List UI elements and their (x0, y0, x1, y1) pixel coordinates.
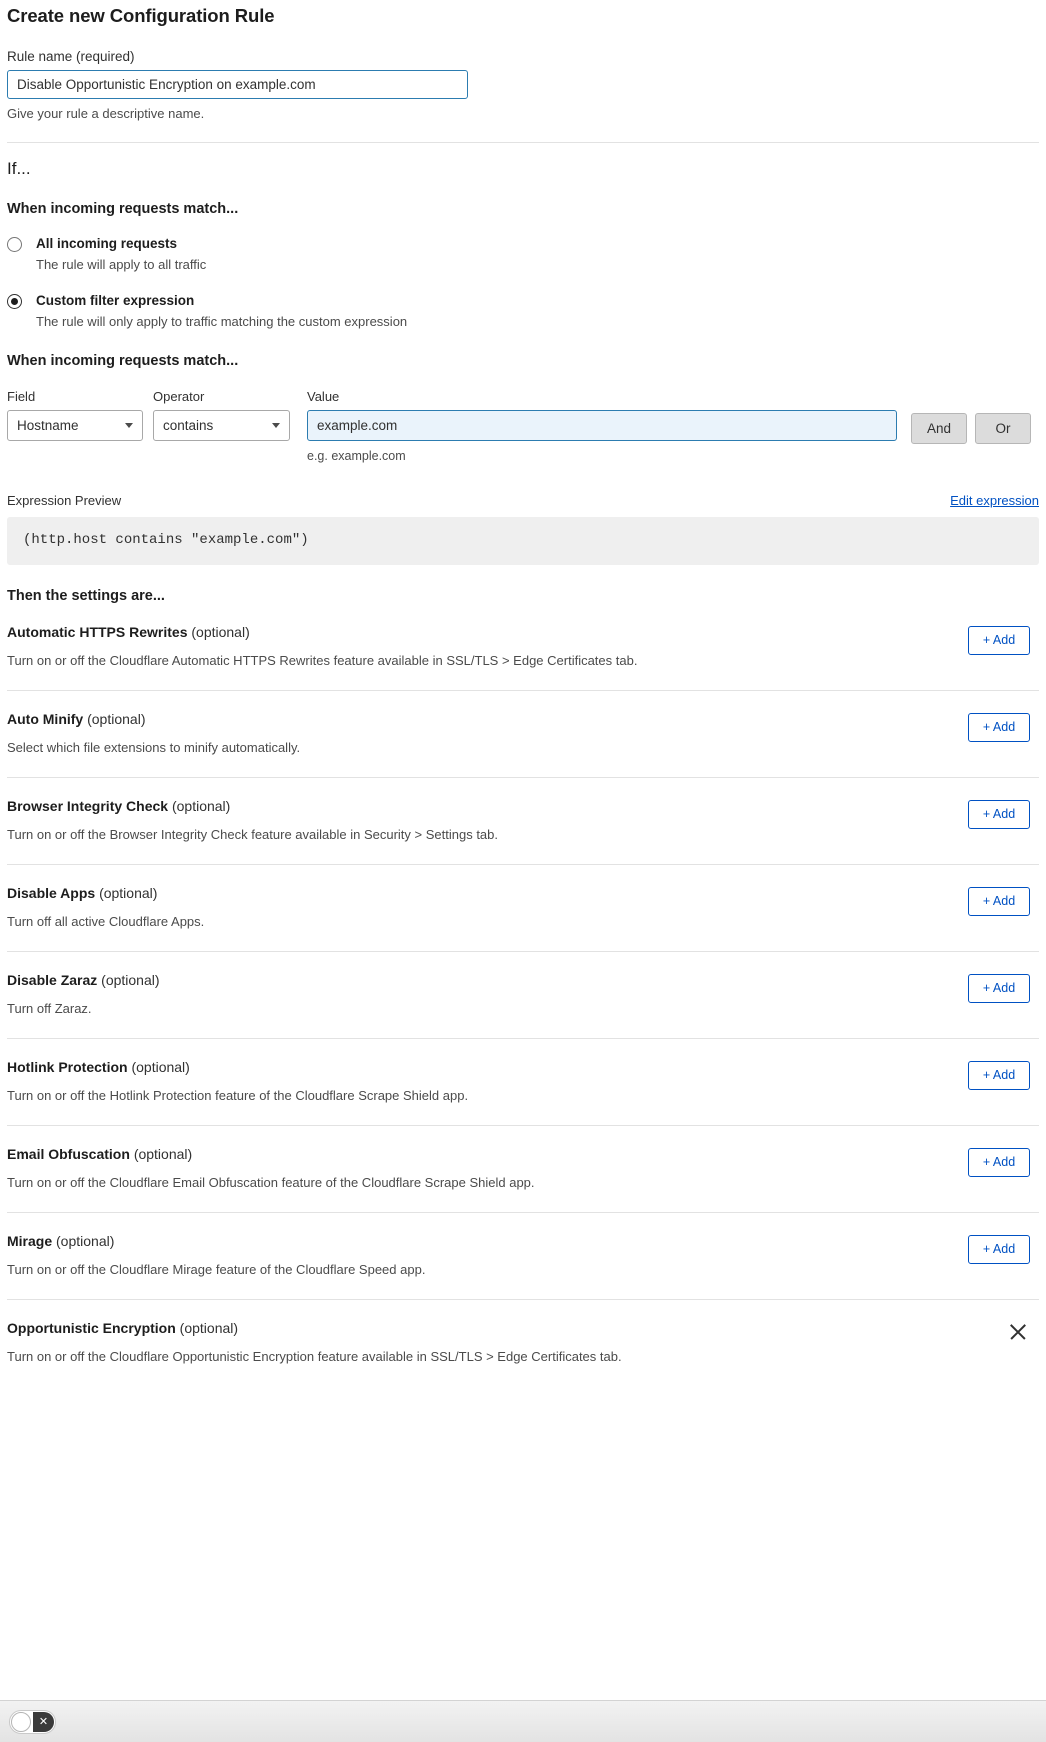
setting-name: Disable Apps (7, 884, 96, 901)
setting-name: Browser Integrity Check (7, 797, 169, 814)
setting-name: Email Obfuscation (7, 1145, 130, 1162)
setting-row (7, 604, 1039, 691)
setting-description: Select which file extensions to minify automatically. (7, 739, 301, 755)
operator-column (153, 389, 290, 441)
expression-preview-header (7, 493, 1039, 508)
edit-expression-link[interactable]: Edit expression (950, 492, 1039, 508)
setting-optional: (optional) (171, 797, 231, 814)
value-label: Value (307, 388, 340, 404)
setting-optional: (optional) (131, 1058, 190, 1075)
bottom-toolbar (0, 1700, 1046, 1742)
add-setting-button[interactable]: + Add (968, 974, 1030, 1003)
setting-row (7, 691, 1039, 778)
rule-name-input[interactable] (7, 70, 468, 99)
rule-name-help: Give your rule a descriptive name. (7, 106, 205, 121)
expression-builder-row (7, 389, 1039, 463)
add-setting-button[interactable]: + Add (968, 626, 1030, 655)
add-setting-button[interactable]: + Add (968, 1235, 1030, 1264)
radio-all-requests-control[interactable] (7, 237, 22, 252)
setting-title (7, 711, 1039, 727)
add-setting-button[interactable]: + Add (968, 713, 1030, 742)
builder-heading: When incoming requests match... (7, 352, 239, 369)
divider (7, 142, 1039, 143)
then-section-heading: Then the settings are... (7, 587, 165, 604)
close-icon[interactable] (1007, 1321, 1029, 1343)
setting-description: Turn on or off the Cloudflare Automatic HTTPS Rewrites feature available in SSL/TLS > Edge Certificates tab. (7, 652, 638, 668)
match-heading: When incoming requests match... (7, 201, 239, 217)
setting-name: Opportunistic Encryption (7, 1319, 176, 1336)
setting-optional: (optional) (99, 884, 158, 901)
setting-row (7, 1300, 1039, 1387)
radio-custom-filter-subtitle: The rule will only apply to traffic matching the custom expression (36, 313, 408, 329)
expression-preview-label: Expression Preview (7, 492, 122, 508)
or-button[interactable]: Or (975, 413, 1031, 444)
setting-row (7, 1039, 1039, 1126)
add-setting-button[interactable]: + Add (968, 887, 1030, 916)
setting-description: Turn on or off the Cloudflare Opportunistic Encryption feature available in SSL/TLS > Edge Certificates tab. (7, 1348, 622, 1364)
field-label: Field (7, 388, 36, 404)
setting-row (7, 778, 1039, 865)
setting-title (7, 1233, 1039, 1249)
setting-optional: (optional) (101, 971, 160, 988)
setting-name: Mirage (7, 1232, 53, 1249)
expression-preview-box: (http.host contains "example.com") (7, 517, 1039, 565)
setting-name: Hotlink Protection (7, 1058, 128, 1075)
field-select-value: Hostname (17, 417, 79, 433)
setting-optional: (optional) (56, 1232, 115, 1249)
configuration-rule-form (0, 5, 1046, 1387)
add-setting-button[interactable]: + Add (968, 1061, 1030, 1090)
setting-description: Turn off Zaraz. (7, 1000, 92, 1016)
radio-custom-filter-title: Custom filter expression (36, 292, 195, 308)
setting-row (7, 1213, 1039, 1300)
radio-all-requests-subtitle: The rule will apply to all traffic (36, 257, 207, 273)
chevron-down-icon (272, 423, 280, 428)
setting-title (7, 885, 1039, 901)
setting-description: Turn off all active Cloudflare Apps. (7, 913, 205, 929)
setting-optional: (optional) (87, 710, 146, 727)
setting-row (7, 1126, 1039, 1213)
field-select[interactable] (7, 410, 143, 441)
setting-title (7, 624, 1039, 640)
field-column (7, 389, 143, 441)
value-column (307, 389, 897, 463)
setting-row (7, 952, 1039, 1039)
value-hint: e.g. example.com (307, 448, 406, 463)
setting-optional: (optional) (191, 623, 250, 640)
page-title: Create new Configuration Rule (7, 5, 275, 26)
setting-description: Turn on or off the Hotlink Protection feature of the Cloudflare Scrape Shield app. (7, 1087, 469, 1103)
toggle-knob (11, 1712, 31, 1732)
and-or-column (911, 389, 1031, 444)
setting-row (7, 865, 1039, 952)
radio-option-all-requests[interactable] (7, 235, 1039, 274)
radio-custom-filter-control[interactable] (7, 294, 22, 309)
add-setting-button[interactable]: + Add (968, 1148, 1030, 1177)
radio-all-requests-title: All incoming requests (36, 236, 178, 251)
setting-name: Disable Zaraz (7, 971, 98, 988)
and-button[interactable]: And (911, 413, 967, 444)
setting-optional: (optional) (179, 1319, 239, 1336)
setting-description: Turn on or off the Cloudflare Email Obfuscation feature of the Cloudflare Scrape Shield app. (7, 1174, 535, 1190)
if-section-heading: If... (7, 159, 31, 178)
rule-name-label: Rule name (required) (7, 49, 135, 64)
add-setting-button[interactable]: + Add (968, 800, 1030, 829)
setting-description: Turn on or off the Cloudflare Mirage feature of the Cloudflare Speed app. (7, 1261, 426, 1277)
setting-name: Auto Minify (7, 710, 84, 727)
toggle-off-icon: ✕ (33, 1712, 54, 1732)
setting-title (7, 1320, 1039, 1336)
value-input[interactable] (307, 410, 897, 441)
setting-name: Automatic HTTPS Rewrites (7, 623, 188, 640)
operator-select[interactable] (153, 410, 290, 441)
setting-title (7, 1059, 1039, 1075)
setting-description: Turn on or off the Browser Integrity Check feature available in Security > Settings tab. (7, 826, 499, 842)
setting-title (7, 1146, 1039, 1162)
setting-title (7, 798, 1039, 814)
operator-label: Operator (153, 388, 205, 404)
setting-title (7, 972, 1039, 988)
chevron-down-icon (125, 423, 133, 428)
setting-optional: (optional) (133, 1145, 193, 1162)
radio-option-custom-filter[interactable] (7, 292, 1039, 331)
operator-select-value: contains (163, 417, 214, 433)
setting-toggle[interactable] (9, 1710, 56, 1734)
